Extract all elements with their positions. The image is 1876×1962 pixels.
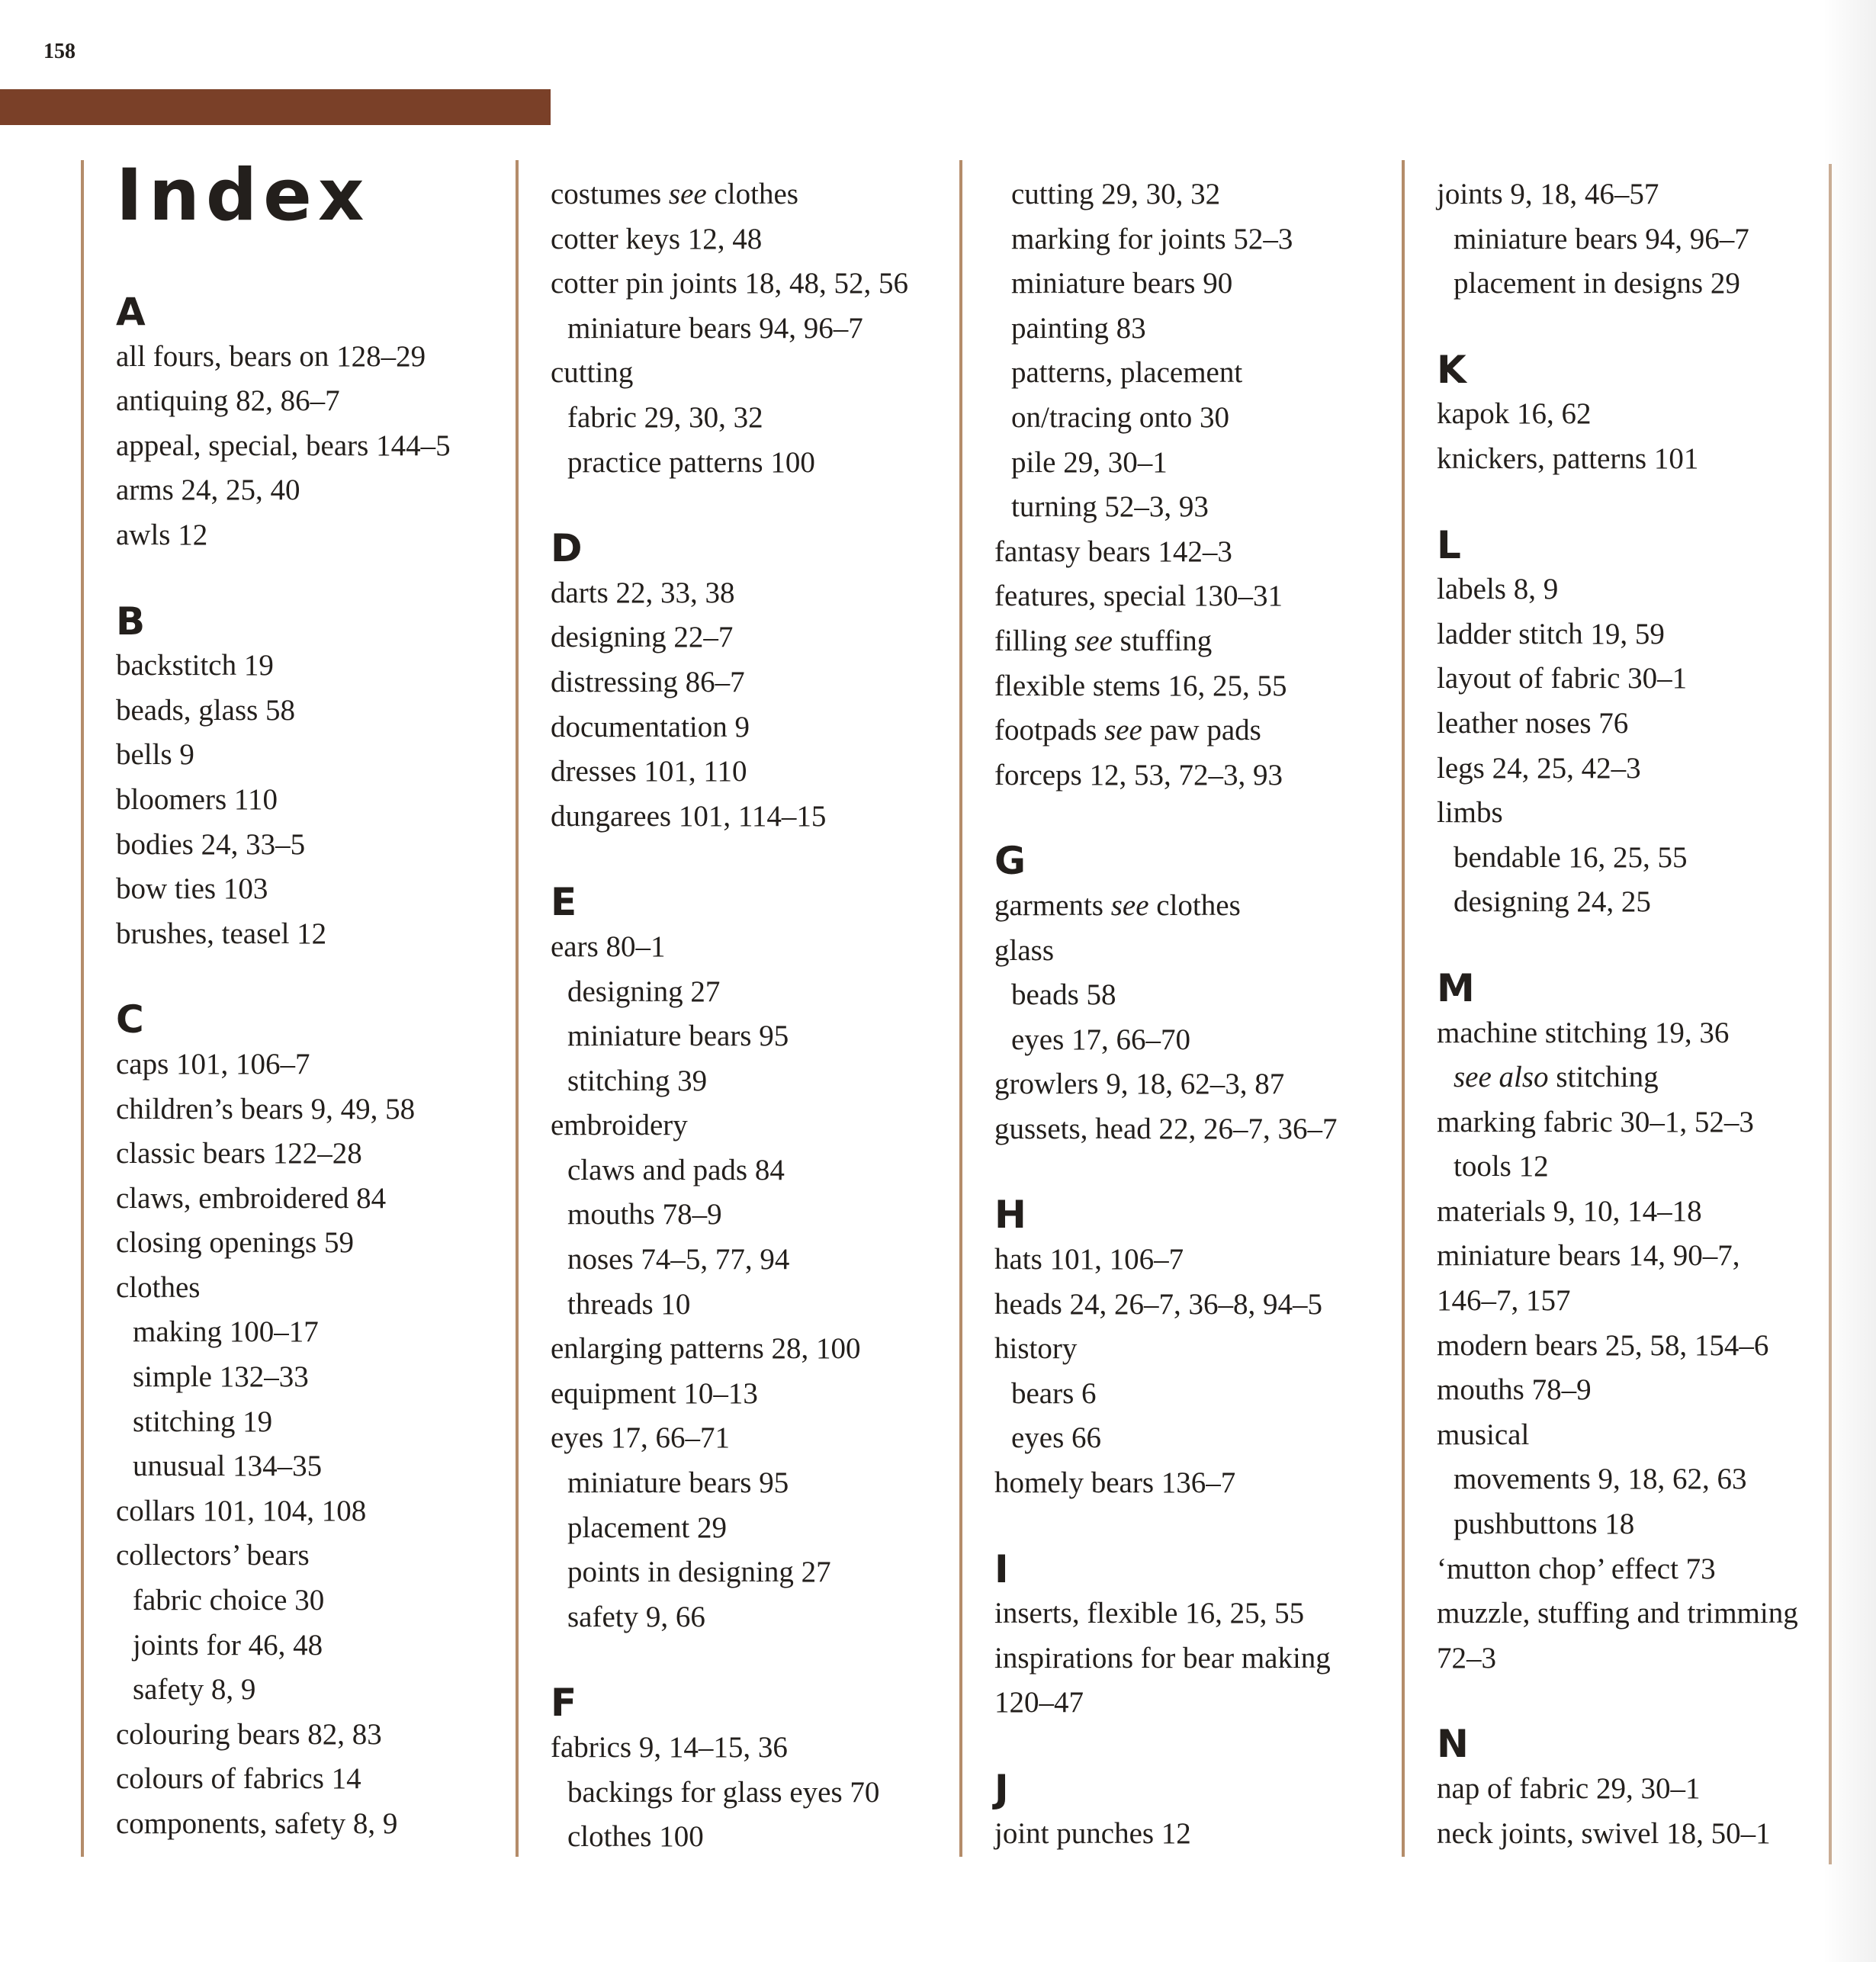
header-accent-bar (0, 89, 551, 125)
index-entry: modern bears 25, 58, 154–6 (1437, 1328, 1769, 1362)
index-entry: marking fabric 30–1, 52–3 (1437, 1105, 1754, 1138)
index-column-1 (81, 154, 496, 1857)
index-subentry: backings for glass eyes 70 (567, 1775, 880, 1809)
index-entry: labels 8, 9 (1437, 573, 1559, 606)
index-column-2 (516, 160, 946, 1857)
index-entry: mouths 78–9 (1437, 1373, 1592, 1407)
index-entry: limbs (1437, 796, 1503, 830)
index-entry: enlarging patterns 28, 100 (551, 1332, 861, 1366)
section-letter-g: G (994, 839, 1026, 884)
index-entry: forceps 12, 53, 72–3, 93 (994, 758, 1283, 792)
index-subentry: placement 29 (567, 1511, 727, 1544)
index-entry: garments see clothes (994, 888, 1241, 922)
index-entry: cutting (551, 356, 634, 390)
index-subentry: stitching 39 (567, 1064, 708, 1097)
section-letter-f: F (551, 1681, 577, 1726)
index-entry: machine stitching 19, 36 (1437, 1016, 1730, 1049)
index-entry: neck joints, swivel 18, 50–1 (1437, 1816, 1771, 1850)
section-letter-m: M (1437, 965, 1475, 1010)
index-entry: colouring bears 82, 83 (116, 1717, 382, 1751)
index-entry: caps 101, 106–7 (116, 1047, 310, 1081)
index-entry: cotter keys 12, 48 (551, 222, 763, 255)
index-entry: claws, embroidered 84 (116, 1181, 387, 1215)
index-entry: 146–7, 157 (1437, 1284, 1571, 1318)
index-subentry: points in designing 27 (567, 1556, 831, 1589)
index-entry: collectors’ bears (116, 1539, 310, 1572)
section-letter-a: A (116, 290, 146, 334)
section-letter-l: L (1437, 522, 1461, 567)
index-entry: fabrics 9, 14–15, 36 (551, 1731, 788, 1764)
section-letter-k: K (1437, 347, 1466, 392)
index-entry: designing 22–7 (551, 621, 734, 654)
index-subentry: stitching 19 (133, 1405, 273, 1438)
index-subentry: joints for 46, 48 (133, 1628, 323, 1662)
index-entry: dungarees 101, 114–15 (551, 799, 827, 833)
index-entry: appeal, special, bears 144–5 (116, 429, 451, 462)
page-number: 158 (43, 40, 75, 63)
index-subentry: tools 12 (1454, 1150, 1549, 1183)
index-entry: collars 101, 104, 108 (116, 1494, 367, 1527)
index-entry: gussets, head 22, 26–7, 36–7 (994, 1112, 1338, 1145)
index-entry: muzzle, stuffing and trimming (1437, 1597, 1798, 1630)
section-letter-c: C (116, 997, 144, 1042)
index-subentry: clothes 100 (567, 1820, 704, 1854)
index-entry: joints 9, 18, 46–57 (1437, 178, 1659, 210)
index-subentry: safety 8, 9 (133, 1673, 256, 1707)
index-subentry: miniature bears 95 (567, 1466, 789, 1500)
index-subentry: mouths 78–9 (567, 1198, 722, 1231)
index-entry: 120–47 (994, 1686, 1084, 1720)
index-entry: filling see stuffing (994, 624, 1213, 657)
index-entry: features, special 130–31 (994, 580, 1283, 613)
index-subentry: threads 10 (567, 1287, 691, 1321)
section-letter-h: H (994, 1193, 1026, 1238)
index-entry: bells 9 (116, 738, 194, 772)
index-entry: classic bears 122–28 (116, 1137, 362, 1170)
index-entry: bloomers 110 (116, 782, 278, 816)
index-subentry: miniature bears 94, 96–7 (1454, 222, 1749, 255)
index-entry: beads, glass 58 (116, 693, 296, 727)
index-entry: 72–3 (1437, 1641, 1496, 1675)
index-subentry: fabric choice 30 (133, 1584, 325, 1617)
index-entry: equipment 10–13 (551, 1376, 758, 1410)
index-entry: inserts, flexible 16, 25, 55 (994, 1597, 1305, 1630)
index-entry: awls 12 (116, 518, 208, 551)
page-title: Index (116, 154, 371, 237)
index-entry: layout of fabric 30–1 (1437, 662, 1688, 695)
index-entry: costumes see clothes (551, 178, 798, 210)
index-entry: homely bears 136–7 (994, 1466, 1236, 1500)
index-entry: embroidery (551, 1109, 688, 1142)
index-subentry: turning 52–3, 93 (1011, 490, 1209, 524)
index-subentry: designing 24, 25 (1454, 885, 1651, 919)
index-entry: colours of fabrics 14 (116, 1762, 361, 1796)
index-subentry: miniature bears 95 (567, 1020, 789, 1053)
index-subentry: making 100–17 (133, 1315, 319, 1349)
index-entry: arms 24, 25, 40 (116, 474, 300, 507)
index-entry: eyes 17, 66–71 (551, 1421, 731, 1455)
section-letter-n: N (1437, 1722, 1469, 1767)
index-subentry: designing 27 (567, 975, 721, 1008)
index-entry: growlers 9, 18, 62–3, 87 (994, 1068, 1285, 1101)
index-subentry: practice patterns 100 (567, 445, 815, 479)
index-entry: dresses 101, 110 (551, 755, 747, 788)
index-entry: bodies 24, 33–5 (116, 827, 306, 861)
index-entry: history (994, 1332, 1078, 1366)
index-subentry: pushbuttons 18 (1454, 1508, 1635, 1541)
index-subentry: bears 6 (1011, 1376, 1097, 1410)
index-column-4 (1402, 160, 1817, 1857)
index-entry: legs 24, 25, 42–3 (1437, 751, 1641, 785)
index-entry: children’s bears 9, 49, 58 (116, 1092, 416, 1126)
section-letter-j: J (994, 1767, 1009, 1811)
index-subentry: fabric 29, 30, 32 (567, 400, 763, 434)
index-entry: fantasy bears 142–3 (994, 535, 1232, 568)
index-subentry: simple 132–33 (133, 1360, 309, 1394)
index-entry: leather noses 76 (1437, 706, 1629, 740)
index-entry: closing openings 59 (116, 1226, 354, 1260)
index-subentry: noses 74–5, 77, 94 (567, 1243, 790, 1276)
index-entry: glass (994, 933, 1054, 967)
index-entry: brushes, teasel 12 (116, 917, 327, 950)
index-entry: clothes (116, 1270, 201, 1304)
index-entry: musical (1437, 1418, 1530, 1451)
index-subentry: see also stitching (1454, 1061, 1659, 1094)
index-entry: ‘mutton chop’ effect 73 (1437, 1552, 1716, 1585)
index-subentry: eyes 17, 66–70 (1011, 1023, 1191, 1056)
index-entry: kapok 16, 62 (1437, 397, 1592, 431)
index-subentry: placement in designs 29 (1454, 267, 1740, 300)
index-entry: backstitch 19 (116, 649, 274, 682)
index-entry: bow ties 103 (116, 872, 268, 906)
index-subentry: unusual 134–35 (133, 1450, 323, 1483)
index-subentry: miniature bears 90 (1011, 267, 1233, 300)
index-entry: antiquing 82, 86–7 (116, 384, 340, 418)
index-entry: nap of fabric 29, 30–1 (1437, 1772, 1701, 1805)
index-entry: documentation 9 (551, 710, 750, 743)
index-entry: flexible stems 16, 25, 55 (994, 669, 1287, 702)
index-subentry: bendable 16, 25, 55 (1454, 840, 1688, 874)
section-letter-d: D (551, 526, 583, 571)
index-subentry: eyes 66 (1011, 1421, 1102, 1455)
index-subentry: miniature bears 94, 96–7 (567, 311, 863, 345)
section-letter-b: B (116, 599, 146, 644)
index-entry: miniature bears 14, 90–7, (1437, 1239, 1740, 1273)
index-subentry: painting 83 (1011, 311, 1146, 345)
index-entry: all fours, bears on 128–29 (116, 339, 426, 373)
index-subentry: movements 9, 18, 62, 63 (1454, 1463, 1747, 1496)
index-column-3 (959, 160, 1389, 1857)
index-entry: hats 101, 106–7 (994, 1243, 1184, 1276)
index-subentry: claws and pads 84 (567, 1153, 785, 1187)
index-entry: materials 9, 10, 14–18 (1437, 1194, 1702, 1228)
index-entry: ladder stitch 19, 59 (1437, 617, 1665, 650)
index-subentry: on/tracing onto 30 (1011, 400, 1229, 434)
index-subentry: beads 58 (1011, 978, 1116, 1012)
index-subentry: cutting 29, 30, 32 (1011, 178, 1221, 210)
index-entry: cotter pin joints 18, 48, 52, 56 (551, 267, 909, 300)
index-subentry: safety 9, 66 (567, 1600, 705, 1633)
index-subentry: pile 29, 30–1 (1011, 445, 1168, 479)
index-entry: components, safety 8, 9 (116, 1807, 398, 1840)
index-entry: knickers, patterns 101 (1437, 442, 1699, 475)
index-entry: distressing 86–7 (551, 665, 745, 698)
index-subentry: marking for joints 52–3 (1011, 222, 1293, 255)
index-entry: inspirations for bear making (994, 1641, 1331, 1675)
index-entry: footpads see paw pads (994, 714, 1261, 747)
index-entry: heads 24, 26–7, 36–8, 94–5 (994, 1287, 1323, 1321)
section-letter-e: E (551, 880, 577, 925)
index-entry: darts 22, 33, 38 (551, 576, 735, 609)
index-entry: ears 80–1 (551, 930, 666, 963)
column-rule-right (1829, 164, 1832, 1864)
section-letter-i: I (994, 1546, 1009, 1591)
index-entry: joint punches 12 (994, 1816, 1191, 1850)
index-subentry: patterns, placement (1011, 356, 1243, 390)
